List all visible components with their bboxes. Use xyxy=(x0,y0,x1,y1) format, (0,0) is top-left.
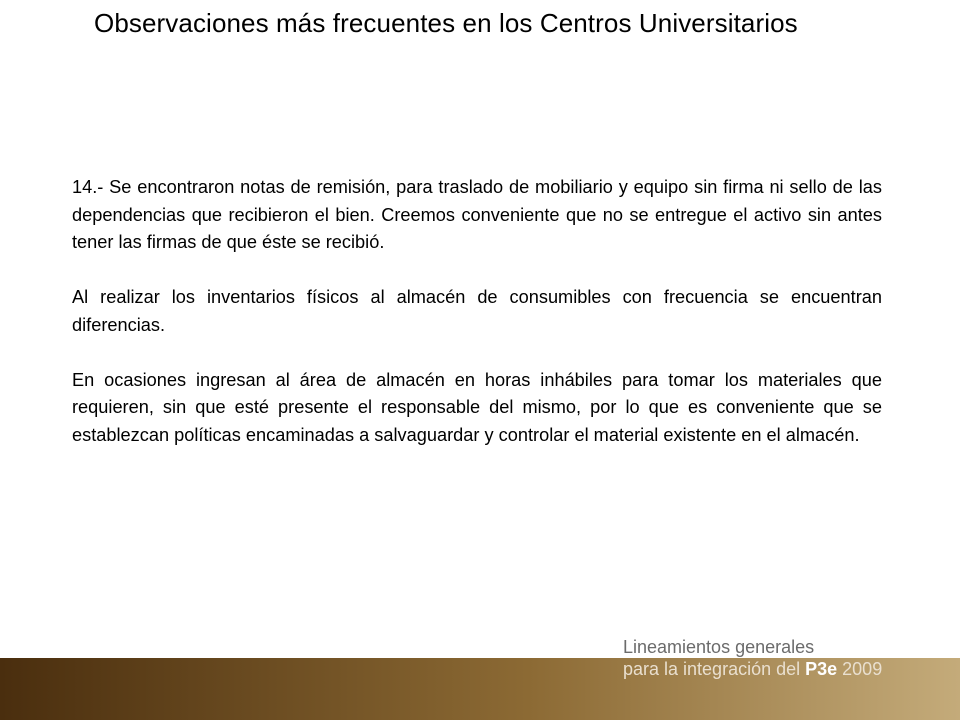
slide-body xyxy=(72,174,882,477)
slide-title: Observaciones más frecuentes en los Centros Universitarios xyxy=(94,8,798,38)
paragraph-3: En ocasiones ingresan al área de almacén en horas inhábiles para tomar los materiales que requieren, sin que esté presente el responsable del mismo, por lo que es conveniente que se establezcan políticas encaminadas a salvaguardar y controlar el material existente en el almacén. xyxy=(72,369,882,445)
footer-brand-p3e: P3e xyxy=(805,659,838,679)
footer-caption-prefix: para la integración del xyxy=(623,659,806,679)
paragraph-1: 14.- Se encontraron notas de remisión, para traslado de mobiliario y equipo sin firma ni sello de las dependencias que recibieron el bien. Creemos conveniente que no se entregue el activo sin antes tener las firmas de que éste se recibió. xyxy=(72,177,882,252)
footer-caption-line1: Lineamientos generales xyxy=(623,637,815,657)
footer-band xyxy=(0,637,960,720)
footer-caption-line2 xyxy=(623,659,882,680)
footer-year: 2009 xyxy=(837,659,883,679)
paragraph-2: Al realizar los inventarios físicos al almacén de consumibles con frecuencia se encuentran diferencias. xyxy=(72,287,882,335)
